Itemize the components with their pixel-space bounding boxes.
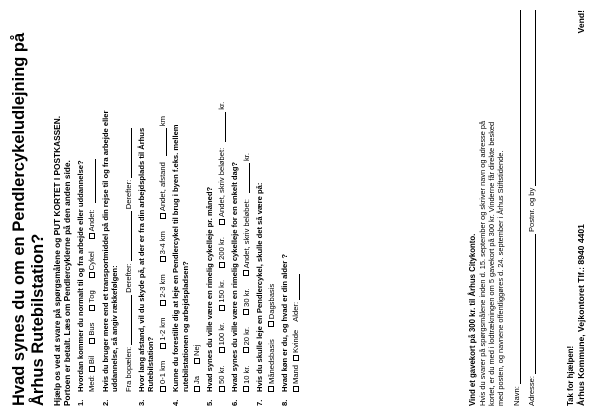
checkbox[interactable] — [89, 233, 95, 239]
checkbox[interactable] — [243, 309, 249, 315]
footer — [566, 10, 587, 406]
name-input-line[interactable] — [513, 10, 521, 384]
checkbox[interactable] — [293, 355, 299, 361]
option-200-kr[interactable]: 200 kr. — [217, 237, 226, 268]
turn-over-text: Vend! — [576, 10, 586, 34]
option-andet-afstand[interactable]: Andet, afstand — [158, 162, 167, 219]
option-kvinde[interactable]: Kvinde — [291, 330, 300, 361]
checkbox[interactable] — [89, 272, 95, 278]
checkbox[interactable] — [194, 358, 200, 364]
checkbox[interactable] — [160, 386, 166, 392]
checkbox[interactable] — [268, 386, 274, 392]
unit-km: km — [157, 116, 167, 127]
name-label: Navn: — [511, 386, 521, 406]
question-5: 5.Hvad synes du ville være en rimelig cykelleje pr. måned? 50 kr. 100 kr. 150 kr. 200 kr. Andet, skriv beløbet: kr. — [205, 101, 226, 406]
option-maanedsbasis[interactable]: Månedsbasis — [267, 339, 276, 392]
question-8: 8.Hvad køn er du, og hvad er din alder ? Mand Kvinde Alder: — [279, 254, 301, 406]
checkbox[interactable] — [89, 366, 95, 372]
checkbox[interactable] — [89, 305, 95, 311]
checkbox[interactable] — [219, 219, 225, 225]
title-line-2: Århus Rutebilstation? — [29, 233, 47, 406]
checkbox[interactable] — [219, 347, 225, 353]
address-label: Adresse: — [526, 376, 536, 406]
from-label: Fra bopælen: — [123, 346, 133, 392]
name-row — [512, 10, 521, 406]
checkbox[interactable] — [243, 386, 249, 392]
intro-line-2: Portoen er betalt. Læs om Pendlercyklerne på den anden side. — [62, 160, 72, 406]
checkbox[interactable] — [219, 305, 225, 311]
question-2: 2.Hvis du bruger mere end et transportmiddel på din rejse til og fra arbejde eller uddannelse, så angiv rækkefølgen: Fra bopælen: Derefter: Derefter: — [100, 110, 133, 406]
transport-lead: Med: — [87, 375, 97, 392]
then-input-line-1[interactable] — [124, 211, 132, 261]
amount-input-line[interactable] — [218, 112, 226, 142]
option-cykel[interactable]: Cykel — [87, 251, 96, 278]
checkbox[interactable] — [160, 343, 166, 349]
option-bil[interactable]: Bil — [87, 356, 96, 372]
option-bus[interactable]: Bus — [87, 323, 96, 344]
checkbox[interactable] — [268, 321, 274, 327]
then-label-1: Derefter: — [123, 263, 133, 293]
question-6: 6.Hvad synes du ville være en rimelig cykelleje for en enkelt dag? 10 kr. 20 kr. 30 kr. Andet, skriv beløbet: kr. — [230, 153, 251, 406]
question-1 — [76, 10, 97, 406]
option-andet-dag-beloeb[interactable]: Andet, skriv beløbet: — [242, 199, 251, 276]
checkbox[interactable] — [89, 338, 95, 344]
postal-input-line[interactable] — [528, 10, 536, 186]
intro-line-1: Hjælp os ved at svare på spørgsmålene og PUT KORTET I POSTKASSEN. — [52, 116, 62, 406]
title-line-1: Hvad synes du om en Pendlercykeludlejning på — [10, 32, 28, 406]
unit-kr: kr. — [241, 153, 251, 162]
intro-text — [52, 10, 72, 406]
checkbox[interactable] — [194, 386, 200, 392]
gift-title: Vind et gavekort på 300 kr. til Århus Citykonto. — [468, 233, 477, 406]
checkbox[interactable] — [219, 262, 225, 268]
question-number: 1. — [76, 399, 85, 406]
age-label: Alder: — [291, 301, 301, 322]
office-contact: Århus Kommune, Vejkontoret Tlf.: 8940 4401 — [576, 224, 586, 406]
address-input-line[interactable] — [528, 234, 536, 374]
option-0-1-km[interactable]: 0-1 km — [158, 361, 167, 392]
option-andet-beloeb[interactable]: Andet, skriv beløbet: — [217, 148, 226, 225]
option-50-kr[interactable]: 50 kr. — [217, 365, 226, 392]
option-10-kr[interactable]: 10 kr. — [242, 365, 251, 392]
then-label-2: Derefter: — [123, 179, 133, 210]
from-input-line[interactable] — [124, 295, 132, 345]
option-tog[interactable]: Tog — [87, 290, 96, 310]
question-3: 3.Hvor lang afstand, vil du skyde på, at der er fra din arbejdsplads til Århus Rutebilstation? 0-1 km 1-2 km 2-3 km 3-4 km Andet, afstand km — [137, 116, 167, 406]
distance-input-line[interactable] — [159, 128, 167, 156]
option-2-3-km[interactable]: 2-3 km — [158, 274, 167, 305]
checkbox[interactable] — [243, 270, 249, 276]
checkbox[interactable] — [160, 213, 166, 219]
question-7: 7.Hvis du skulle leje en Pendlercykel, skulle det så være på: Månedsbasis Dagsbasis — [255, 182, 276, 406]
option-andet[interactable]: Andet: — [87, 209, 96, 239]
andet-input-line[interactable] — [88, 159, 96, 203]
then-input-line-2[interactable] — [124, 128, 132, 178]
question-text: Hvordan kommer du normalt til og fra arbejde eller uddannelse? — [76, 160, 85, 392]
gift-section — [468, 10, 536, 406]
checkbox[interactable] — [243, 347, 249, 353]
checkbox[interactable] — [219, 386, 225, 392]
option-30-kr[interactable]: 30 kr. — [242, 288, 251, 315]
option-1-2-km[interactable]: 1-2 km — [158, 318, 167, 349]
postal-label: Postnr. og by — [526, 187, 536, 233]
day-amount-input-line[interactable] — [242, 163, 250, 193]
checkbox[interactable] — [160, 300, 166, 306]
age-input-line[interactable] — [292, 274, 300, 300]
option-3-4-km[interactable]: 3-4 km — [158, 231, 167, 262]
thanks-text: Tak for hjælpen! — [566, 345, 575, 406]
option-100-kr[interactable]: 100 kr. — [217, 323, 226, 354]
option-dagsbasis[interactable]: Dagsbasis — [267, 284, 276, 327]
page-title — [10, 10, 48, 406]
gift-text: Hvis du svarer på spørgsmålene inden d. 15. september og skriver navn og adresse på kortet, er du med i lodtrækningen om 5 gavekort på 300 kr. Vinderne får direkte besked med posten, og navnene offentliggøres d. 24. september i Århus Stiftstidende. — [478, 120, 506, 406]
option-20-kr[interactable]: 20 kr. — [242, 327, 251, 354]
checkbox[interactable] — [293, 386, 299, 392]
option-150-kr[interactable]: 150 kr. — [217, 280, 226, 311]
option-mand[interactable]: Mand — [291, 365, 300, 392]
address-row — [527, 10, 536, 406]
option-ja[interactable]: Ja — [192, 376, 201, 392]
question-4: 4.Kunne du forestille dig at leje en Pendlercykel til brug i byen f.eks. mellem rutebilstationen og arbejdspladsen? Ja Nej — [171, 124, 202, 406]
checkbox[interactable] — [160, 256, 166, 262]
unit-kr: kr. — [216, 101, 226, 110]
option-nej[interactable]: Nej — [192, 345, 201, 364]
